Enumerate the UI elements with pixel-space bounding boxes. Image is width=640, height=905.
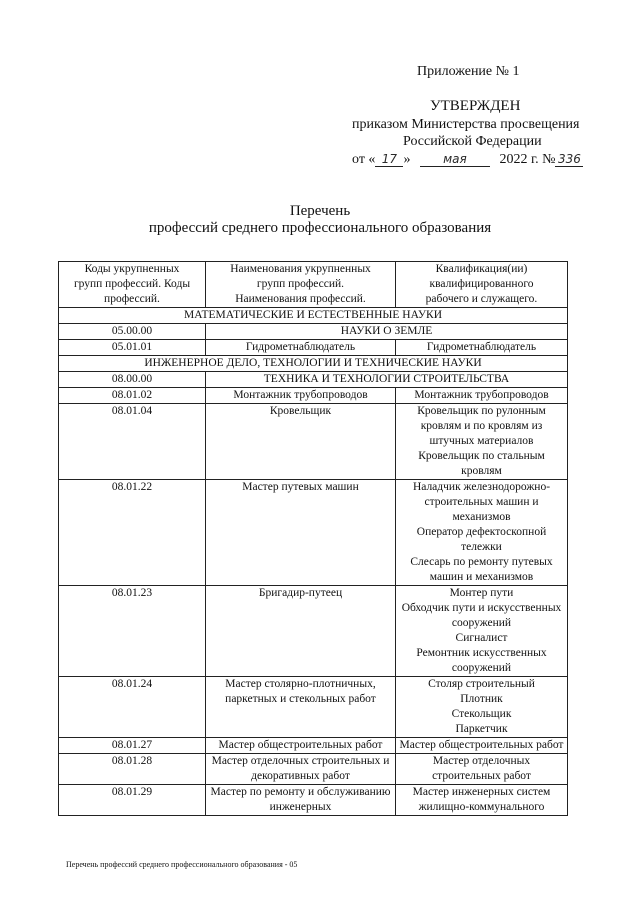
- qualification-item: Мастер отделочных строительных работ: [432, 755, 531, 782]
- profession-qualifications: [396, 586, 568, 677]
- profession-qualifications: [396, 388, 568, 404]
- page-subtitle: профессий среднего профессионального образования: [148, 220, 492, 236]
- table-row: [59, 388, 568, 404]
- group-name: НАУКИ О ЗЕМЛЕ: [206, 324, 568, 340]
- table-header-row: [59, 262, 568, 308]
- qualification-item: Кровельщик по стальным кровлям: [418, 450, 545, 477]
- table-row: [59, 677, 568, 738]
- date-mid: »: [403, 152, 411, 167]
- appendix-label: Приложение № 1: [417, 64, 520, 79]
- profession-code: 08.01.29: [59, 785, 206, 816]
- order-line-2: Российской Федерации: [403, 134, 542, 149]
- profession-name: Монтажник трубопроводов: [206, 388, 396, 404]
- group-code: 08.00.00: [59, 372, 206, 388]
- profession-rows: [59, 388, 568, 816]
- order-line-1: приказом Министерства просвещения: [352, 117, 580, 132]
- table-row: [59, 480, 568, 586]
- section-row: [59, 356, 568, 372]
- date-prefix: от «: [352, 152, 376, 167]
- qualification-item: Наладчик железнодорожно-строительных машин и механизмов: [412, 481, 551, 523]
- profession-code: 08.01.27: [59, 738, 206, 754]
- profession-code: 08.01.04: [59, 404, 206, 480]
- approved-label: УТВЕРЖДЕН: [430, 98, 521, 114]
- qualification-item: Паркетчик: [455, 723, 508, 735]
- qualification-item: Мастер общестроительных работ: [399, 739, 564, 751]
- section-title: ИНЖЕНЕРНОЕ ДЕЛО, ТЕХНОЛОГИИ И ТЕХНИЧЕСКИЕ НАУКИ: [59, 356, 568, 372]
- order-year: 2022 г. №: [499, 152, 556, 167]
- profession-name: Гидрометнаблюдатель: [206, 340, 396, 356]
- table-row: [59, 404, 568, 480]
- profession-qualifications: [396, 738, 568, 754]
- group-name: ТЕХНИКА И ТЕХНОЛОГИИ СТРОИТЕЛЬСТВА: [206, 372, 568, 388]
- section-title: МАТЕМАТИЧЕСКИЕ И ЕСТЕСТВЕННЫЕ НАУКИ: [59, 308, 568, 324]
- group-row: [59, 324, 568, 340]
- order-month: мая: [420, 152, 490, 167]
- qualification-item: Сигналист: [455, 632, 508, 644]
- qualification-item: Стекольщик: [451, 708, 512, 720]
- qualification-item: Мастер инженерных систем жилищно-коммунального: [412, 786, 551, 813]
- profession-name: Мастер столярно-плотничных, паркетных и стекольных работ: [206, 677, 396, 738]
- table-row: [59, 738, 568, 754]
- profession-name: Мастер по ремонту и обслуживанию инженерных: [206, 785, 396, 816]
- qualification-item: Монтажник трубопроводов: [414, 389, 549, 401]
- profession-qualifications: [396, 480, 568, 586]
- page-title: Перечень: [289, 203, 351, 219]
- profession-code: 08.01.23: [59, 586, 206, 677]
- profession-name: Бригадир-путеец: [206, 586, 396, 677]
- profession-code: 08.01.02: [59, 388, 206, 404]
- page-footer: Перечень профессий среднего профессионального образования - 05: [66, 860, 298, 869]
- profession-name: Кровельщик: [206, 404, 396, 480]
- profession-qualifications: [396, 754, 568, 785]
- section-row: [59, 308, 568, 324]
- profession-name: Мастер отделочных строительных и декоративных работ: [206, 754, 396, 785]
- qualification-item: Слесарь по ремонту путевых машин и механизмов: [410, 556, 553, 583]
- qualification-item: Столяр строительный: [428, 678, 535, 690]
- header-names: Наименования укрупненных групп профессий. Наименования профессий.: [206, 262, 396, 308]
- order-day: 17: [375, 152, 403, 167]
- qualification-item: Обходчик пути и искусственных сооружений: [401, 602, 562, 629]
- profession-code: 08.01.22: [59, 480, 206, 586]
- qualification-item: Плотник: [460, 693, 503, 705]
- qualification-item: Кровельщик по рулонным кровлям и по кровлям из штучных материалов: [417, 405, 546, 447]
- table-row: [59, 785, 568, 816]
- table-row: [59, 340, 568, 356]
- profession-code: 05.01.01: [59, 340, 206, 356]
- header-qualifications: Квалификация(ии) квалифицированного рабочего и служащего.: [396, 262, 568, 308]
- qualification-item: Оператор дефектоскопной тележки: [416, 526, 547, 553]
- professions-table: [58, 261, 568, 816]
- order-number: 336: [555, 152, 583, 167]
- qualification-item: Ремонтник искусственных сооружений: [416, 647, 547, 674]
- profession-code: 08.01.28: [59, 754, 206, 785]
- qualification-item: Монтер пути: [449, 587, 514, 599]
- profession-code: 08.01.24: [59, 677, 206, 738]
- table-row: [59, 586, 568, 677]
- table-row: [59, 754, 568, 785]
- profession-name: Мастер путевых машин: [206, 480, 396, 586]
- order-date-line: [352, 152, 583, 168]
- profession-name: Мастер общестроительных работ: [206, 738, 396, 754]
- group-row: [59, 372, 568, 388]
- group-code: 05.00.00: [59, 324, 206, 340]
- profession-qualifications: [396, 677, 568, 738]
- header-codes: Коды укрупненных групп профессий. Коды профессий.: [59, 262, 206, 308]
- profession-qualifications: [396, 785, 568, 816]
- profession-qualification: Гидрометнаблюдатель: [396, 340, 568, 356]
- profession-qualifications: [396, 404, 568, 480]
